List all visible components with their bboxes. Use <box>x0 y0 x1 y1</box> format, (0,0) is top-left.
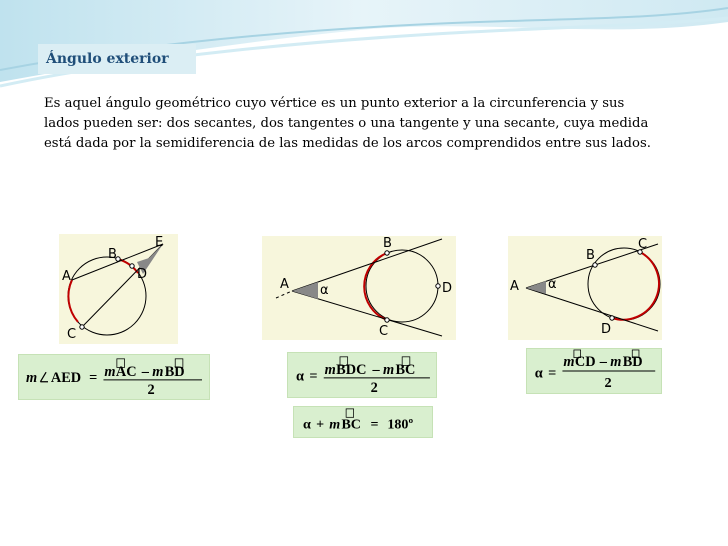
formula-m-2: m <box>383 362 395 379</box>
formula-value: 180º <box>387 416 414 433</box>
formula-arc-1: AC <box>115 364 137 381</box>
formula-alpha: α <box>296 368 304 385</box>
label-D: D <box>601 322 612 337</box>
formula-arc-1: CD <box>574 354 596 371</box>
label-D: D <box>137 267 148 282</box>
figure-two-secants <box>59 234 178 344</box>
figure-tangent-secant <box>508 236 662 340</box>
formula-alpha: α <box>534 365 543 382</box>
label-C: C <box>638 237 648 252</box>
formula-tangent-secant-svg <box>527 349 661 393</box>
formula-alpha: α <box>303 416 311 433</box>
label-A: A <box>62 269 71 284</box>
figure-two-secants-svg <box>59 234 178 344</box>
formula-m-2: m <box>152 364 164 381</box>
formula-equals: = <box>89 369 98 386</box>
formula-angle-name: AED <box>50 369 82 386</box>
formula-equals: = <box>309 368 318 385</box>
formula-sum-180 <box>293 406 433 438</box>
label-B: B <box>383 236 392 251</box>
formula-m-2: m <box>610 354 622 371</box>
label-E: E <box>155 235 164 250</box>
angle-symbol-icon <box>40 372 48 382</box>
formula-arc: BC <box>341 416 361 433</box>
label-B: B <box>586 248 595 263</box>
label-alpha: α <box>548 277 557 292</box>
formula-arc-2: BD <box>164 364 185 381</box>
figure-two-tangents-svg <box>262 236 456 340</box>
formula-plus: + <box>316 416 325 433</box>
formula-m-1: m <box>324 362 336 379</box>
formula-m-1: m <box>104 364 116 381</box>
formula-denominator: 2 <box>147 382 155 399</box>
formula-minus: – <box>372 362 380 379</box>
formula-m: m <box>329 416 341 433</box>
formula-two-tangents-svg <box>288 353 436 397</box>
formula-m-1: m <box>563 354 575 371</box>
formula-m: m <box>26 369 38 386</box>
formula-equals: = <box>548 365 557 382</box>
label-C: C <box>67 327 77 342</box>
formula-two-tangents <box>287 352 437 398</box>
figure-tangent-secant-svg <box>508 236 662 340</box>
figure-two-tangents <box>262 236 456 340</box>
formula-minus: – <box>141 364 149 381</box>
definition-paragraph: Es aquel ángulo geométrico cuyo vértice es un punto exterior a la circunferencia y sus lados pueden ser: dos secantes, dos tangentes o una tangente y una secante, cuya medida está dada por la semidiferencia de las medidas de los arcos comprendidos entre sus lados. <box>44 96 651 151</box>
section-title: Ángulo exterior <box>38 44 196 74</box>
formula-equals: = <box>370 416 379 433</box>
formula-sum-180-svg <box>294 407 432 437</box>
label-C: C <box>379 324 389 339</box>
formula-angle-AED-svg <box>19 355 209 399</box>
label-A: A <box>510 279 519 294</box>
label-B: B <box>108 247 117 262</box>
formula-denominator: 2 <box>370 380 378 397</box>
label-alpha: α <box>320 283 329 298</box>
label-A: A <box>280 277 289 292</box>
label-D: D <box>442 281 453 296</box>
formula-tangent-secant <box>526 348 662 394</box>
formula-arc-2: BD <box>622 354 643 371</box>
formula-minus: – <box>599 354 607 371</box>
formula-arc-2: BC <box>395 362 416 379</box>
formula-angle-AED <box>18 354 210 400</box>
formula-denominator: 2 <box>604 375 612 392</box>
formula-arc-1: BDC <box>336 362 367 379</box>
